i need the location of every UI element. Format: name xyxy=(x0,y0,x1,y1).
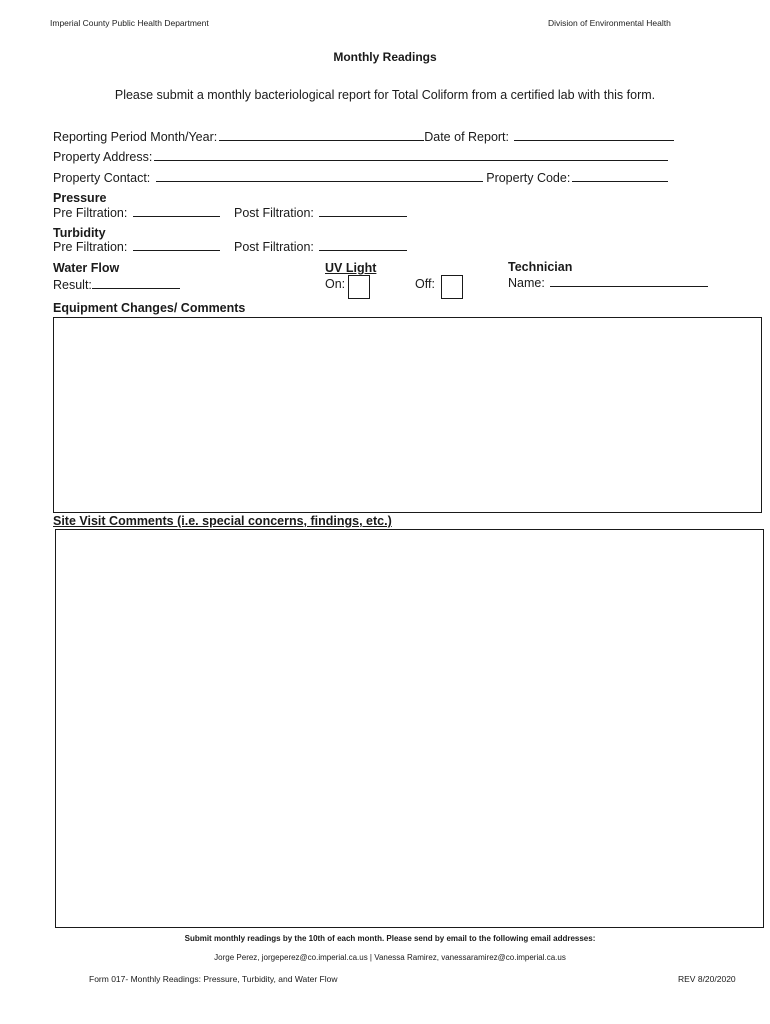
form-name: Form 017- Monthly Readings: Pressure, Turbidity, and Water Flow xyxy=(89,974,338,984)
date-of-report-label: Date of Report: xyxy=(424,130,509,144)
reporting-period-label: Reporting Period Month/Year: xyxy=(53,130,218,144)
pressure-pre-label: Pre Filtration: xyxy=(53,206,128,220)
property-contact-field[interactable] xyxy=(156,170,483,182)
pressure-pre-row xyxy=(53,205,220,220)
pressure-heading: Pressure xyxy=(53,191,107,205)
turbidity-pre-label: Pre Filtration: xyxy=(53,240,128,254)
uv-off-label: Off: xyxy=(415,277,435,291)
submission-note: Submit monthly readings by the 10th of each month. Please send by email to the following email addresses: xyxy=(184,934,596,943)
property-contact-label: Property Contact: xyxy=(53,171,151,185)
uv-off-checkbox[interactable] xyxy=(441,275,463,299)
technician-name-row xyxy=(508,275,708,290)
pressure-post-row xyxy=(234,205,407,220)
reporting-period-row xyxy=(53,129,674,144)
pressure-pre-field[interactable] xyxy=(133,205,220,217)
site-visit-comments-box[interactable] xyxy=(55,529,764,928)
property-address-row xyxy=(53,149,668,164)
turbidity-pre-field[interactable] xyxy=(133,239,220,251)
water-flow-result-field[interactable] xyxy=(92,277,180,289)
turbidity-post-row xyxy=(234,239,407,254)
page-title: Monthly Readings xyxy=(333,50,437,64)
turbidity-post-field[interactable] xyxy=(319,239,407,251)
pressure-post-field[interactable] xyxy=(319,205,407,217)
header-department: Imperial County Public Health Department xyxy=(50,18,209,28)
property-code-label: Property Code: xyxy=(486,171,571,185)
equipment-comments-heading: Equipment Changes/ Comments xyxy=(53,301,246,315)
uv-on-label: On: xyxy=(325,277,346,291)
turbidity-post-label: Post Filtration: xyxy=(234,240,314,254)
uv-on-checkbox[interactable] xyxy=(348,275,370,299)
technician-name-field[interactable] xyxy=(550,275,708,287)
water-flow-heading: Water Flow xyxy=(53,261,120,275)
pressure-post-label: Post Filtration: xyxy=(234,206,314,220)
technician-heading: Technician xyxy=(508,260,573,274)
instructions: Please submit a monthly bacteriological report for Total Coliform from a certified lab with this form. xyxy=(114,88,656,102)
property-address-label: Property Address: xyxy=(53,150,153,164)
water-flow-result-row xyxy=(53,277,180,292)
reporting-period-field[interactable] xyxy=(219,129,424,141)
property-address-field[interactable] xyxy=(154,149,668,161)
revision-date: REV 8/20/2020 xyxy=(678,974,736,984)
header-division: Division of Environmental Health xyxy=(548,18,671,28)
water-flow-result-label: Result: xyxy=(53,278,92,292)
technician-name-label: Name: xyxy=(508,276,545,290)
date-of-report-field[interactable] xyxy=(514,129,674,141)
turbidity-pre-row xyxy=(53,239,220,254)
contact-emails: Jorge Perez, jorgeperez@co.imperial.ca.us | Vanessa Ramirez, vanessaramirez@co.imperial.ca.us xyxy=(214,953,566,962)
equipment-comments-box[interactable] xyxy=(53,317,762,513)
site-visit-comments-heading: Site Visit Comments (i.e. special concerns, findings, etc.) xyxy=(53,514,392,528)
turbidity-heading: Turbidity xyxy=(53,226,106,240)
property-contact-row xyxy=(53,170,668,185)
property-code-field[interactable] xyxy=(572,170,668,182)
uv-light-heading: UV Light xyxy=(325,261,377,275)
